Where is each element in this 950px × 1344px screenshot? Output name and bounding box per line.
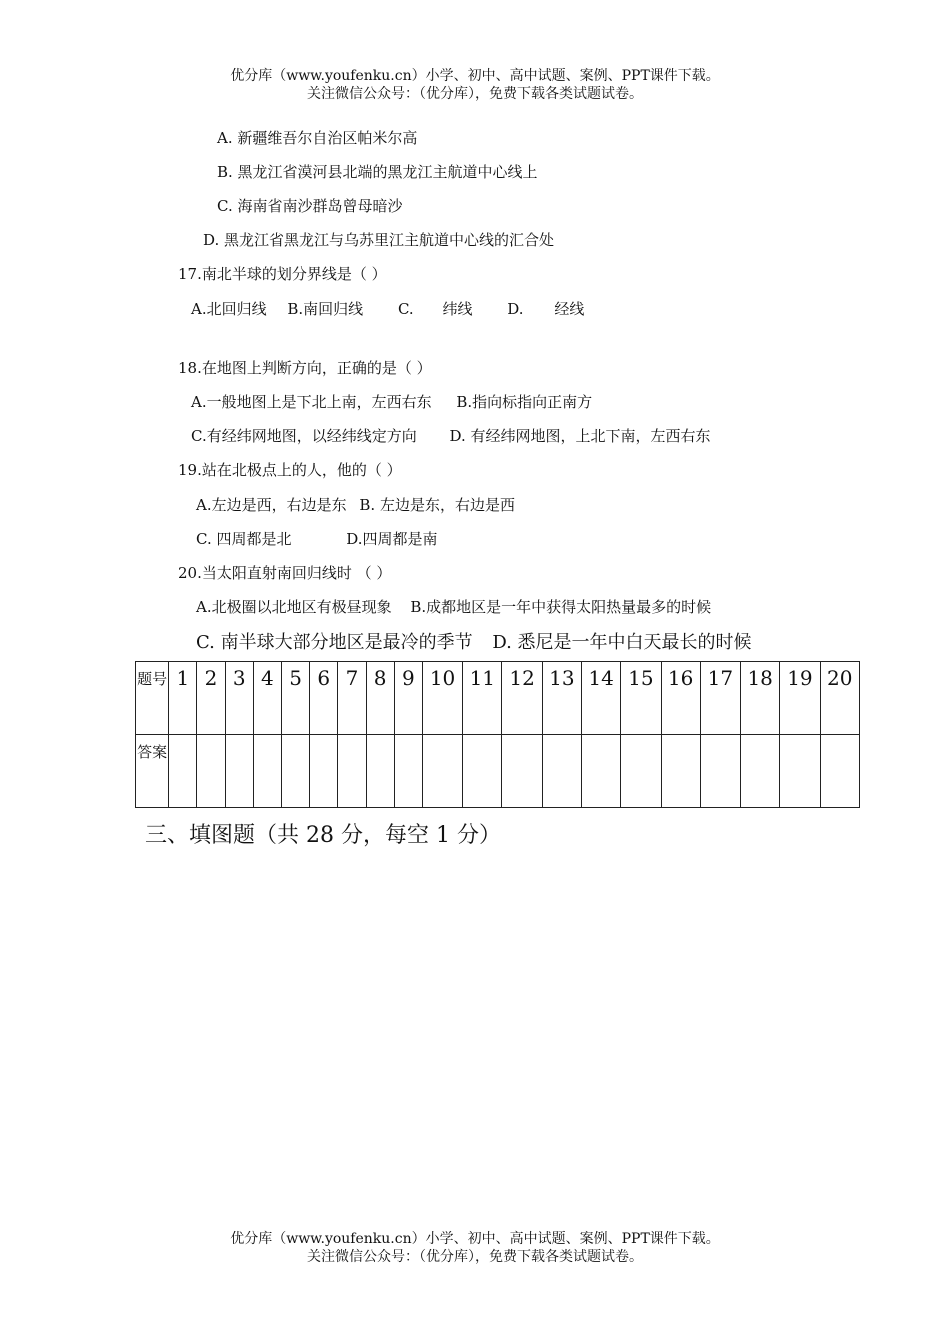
q18-option-a: A.一般地图上是下北上南，左西右东 bbox=[191, 393, 432, 411]
question-number-cell: 5 bbox=[281, 662, 309, 735]
q18-option-d: D. 有经纬网地图，上北下南，左西右东 bbox=[449, 427, 711, 445]
question-number-cell: 15 bbox=[621, 662, 661, 735]
answer-cell[interactable] bbox=[700, 735, 740, 808]
header-line-1: 优分库（www.youfenku.cn）小学、初中、高中试题、案例、PPT课件下载。 bbox=[230, 68, 720, 84]
answer-cell[interactable] bbox=[253, 735, 281, 808]
question-number-cell: 16 bbox=[661, 662, 700, 735]
q17-option-b: B.南回归线 bbox=[287, 300, 364, 318]
question-number-cell: 3 bbox=[225, 662, 253, 735]
answer-table-number-row bbox=[136, 662, 860, 735]
answer-cell[interactable] bbox=[463, 735, 502, 808]
q17-option-c-letter: C. bbox=[397, 300, 414, 318]
question-number-cell: 18 bbox=[741, 662, 780, 735]
question-number-cell: 19 bbox=[780, 662, 820, 735]
question-number-cell: 2 bbox=[197, 662, 225, 735]
answer-cell[interactable] bbox=[661, 735, 700, 808]
q19-option-a: A.左边是西，右边是东 bbox=[196, 496, 347, 514]
q19-option-d: D.四周都是南 bbox=[346, 530, 438, 548]
answer-cell[interactable] bbox=[542, 735, 581, 808]
footer-line-2: 关注微信公众号：（优分库），免费下载各类试题试卷。 bbox=[307, 1249, 643, 1265]
answer-table bbox=[135, 661, 860, 808]
question-number-cell: 6 bbox=[310, 662, 338, 735]
q16-option-d: D. 黑龙江省黑龙江与乌苏里江主航道中心线的汇合处 bbox=[203, 231, 555, 249]
q19-options-cd bbox=[196, 528, 438, 549]
footer-line-1: 优分库（www.youfenku.cn）小学、初中、高中试题、案例、PPT课件下载。 bbox=[230, 1231, 720, 1247]
answer-cell[interactable] bbox=[281, 735, 309, 808]
q16-option-c: C. 海南省南沙群岛曾母暗沙 bbox=[217, 197, 403, 215]
question-number-cell: 12 bbox=[502, 662, 542, 735]
q19-stem: 19.站在北极点上的人，他的（ ） bbox=[178, 461, 402, 479]
q20-option-d: D. 悉尼是一年中白天最长的时候 bbox=[492, 632, 752, 653]
page-footer bbox=[0, 1230, 950, 1266]
answer-cell[interactable] bbox=[581, 735, 620, 808]
question-number-cell: 13 bbox=[542, 662, 581, 735]
header-line-2: 关注微信公众号：（优分库），免费下载各类试题试卷。 bbox=[307, 86, 643, 102]
q19-options-ab bbox=[196, 494, 515, 515]
q17-stem: 17.南北半球的划分界线是（ ） bbox=[178, 265, 387, 283]
q17-option-c-text: 纬线 bbox=[442, 300, 473, 318]
question-number-cell: 14 bbox=[581, 662, 620, 735]
q20-stem: 20.当太阳直射南回归线时 （ ） bbox=[178, 564, 392, 582]
q17-option-d-text: 经线 bbox=[554, 300, 585, 318]
question-number-cell: 10 bbox=[422, 662, 462, 735]
section-3-title: 三、填图题（共 28 分，每空 1 分） bbox=[145, 823, 501, 848]
answer-cell[interactable] bbox=[780, 735, 820, 808]
answer-cell[interactable] bbox=[394, 735, 422, 808]
q20-options-ab bbox=[196, 596, 711, 617]
question-number-label: 题号 bbox=[136, 662, 169, 735]
question-number-cell: 8 bbox=[366, 662, 394, 735]
answer-cell[interactable] bbox=[741, 735, 780, 808]
answer-cell[interactable] bbox=[366, 735, 394, 808]
question-number-cell: 1 bbox=[169, 662, 197, 735]
q19-option-c: C. 四周都是北 bbox=[196, 530, 292, 548]
answer-cell[interactable] bbox=[820, 735, 859, 808]
q18-option-b: B.指向标指向正南方 bbox=[456, 393, 593, 411]
answer-cell[interactable] bbox=[310, 735, 338, 808]
q17-options bbox=[191, 298, 584, 319]
answer-cell[interactable] bbox=[621, 735, 661, 808]
answer-cell[interactable] bbox=[422, 735, 462, 808]
q20-option-c: C. 南半球大部分地区是最冷的季节 bbox=[196, 632, 473, 653]
q18-option-c: C.有经纬网地图，以经纬线定方向 bbox=[191, 427, 417, 445]
question-number-cell: 9 bbox=[394, 662, 422, 735]
question-number-cell: 7 bbox=[338, 662, 366, 735]
answer-cell[interactable] bbox=[338, 735, 366, 808]
q18-options-ab bbox=[191, 391, 592, 412]
answer-cell[interactable] bbox=[225, 735, 253, 808]
answer-table-answer-row bbox=[136, 735, 860, 808]
q16-option-b: B. 黑龙江省漠河县北端的黑龙江主航道中心线上 bbox=[217, 163, 538, 181]
question-number-cell: 17 bbox=[700, 662, 740, 735]
answer-cell[interactable] bbox=[502, 735, 542, 808]
q19-option-b: B. 左边是东，右边是西 bbox=[359, 496, 515, 514]
q17-option-d-letter: D. bbox=[507, 300, 524, 318]
answer-cell[interactable] bbox=[197, 735, 225, 808]
question-number-cell: 4 bbox=[253, 662, 281, 735]
q20-option-b: B.成都地区是一年中获得太阳热量最多的时候 bbox=[410, 598, 712, 616]
answer-label: 答案 bbox=[136, 735, 169, 808]
q18-options-cd bbox=[191, 425, 711, 446]
q17-option-a: A.北回归线 bbox=[191, 300, 267, 318]
q20-options-cd bbox=[196, 628, 752, 654]
question-number-cell: 20 bbox=[820, 662, 859, 735]
q20-option-a: A.北极圈以北地区有极昼现象 bbox=[196, 598, 392, 616]
page-header bbox=[0, 67, 950, 103]
q18-stem: 18.在地图上判断方向，正确的是（ ） bbox=[178, 359, 432, 377]
answer-cell[interactable] bbox=[169, 735, 197, 808]
q16-option-a: A. 新疆维吾尔自治区帕米尔高 bbox=[217, 129, 418, 147]
question-number-cell: 11 bbox=[463, 662, 502, 735]
